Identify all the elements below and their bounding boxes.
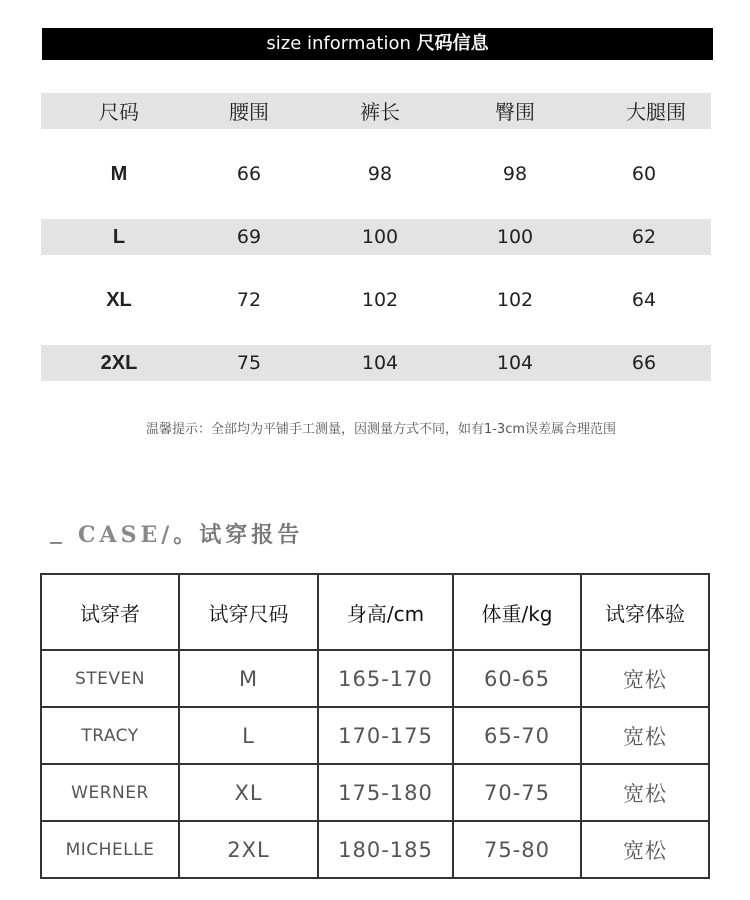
tester-weight: 70-75 (453, 764, 581, 821)
waist-value: 69 (236, 226, 262, 248)
size-label: M (110, 163, 128, 185)
length-value: 102 (361, 289, 399, 311)
fitting-report-table (40, 573, 710, 879)
length-value: 98 (367, 163, 393, 185)
hip-value: 104 (496, 352, 534, 374)
length-value: 104 (361, 352, 399, 374)
size-chart-row (41, 156, 711, 192)
tester-weight: 60-65 (453, 650, 581, 707)
size-chart-table (41, 93, 711, 408)
size-label: 2XL (100, 352, 138, 374)
thigh-value: 64 (631, 289, 657, 311)
size-information-banner (42, 28, 713, 60)
tester-name: MICHELLE (41, 821, 179, 878)
size-chart-header-size: 尺码 (99, 100, 139, 124)
tester-height: 165-170 (318, 650, 453, 707)
size-chart-row (41, 219, 711, 255)
tester-fit: 宽松 (581, 821, 709, 878)
banner-title-en: size information (266, 33, 411, 54)
thigh-value: 62 (631, 226, 657, 248)
tester-size: XL (179, 764, 318, 821)
size-chart-row (41, 345, 711, 381)
fitting-header-experience: 试穿体验 (581, 574, 709, 650)
fitting-row (41, 764, 709, 821)
hip-value: 102 (496, 289, 534, 311)
fitting-header-row (41, 574, 709, 650)
fitting-row (41, 821, 709, 878)
tester-name: STEVEN (41, 650, 179, 707)
tester-height: 170-175 (318, 707, 453, 764)
case-heading-en: CASE/ (78, 522, 174, 548)
tester-fit: 宽松 (581, 764, 709, 821)
tester-height: 175-180 (318, 764, 453, 821)
waist-value: 66 (236, 163, 262, 185)
fitting-header-height: 身高/cm (318, 574, 453, 650)
hip-value: 98 (502, 163, 528, 185)
tester-weight: 65-70 (453, 707, 581, 764)
size-chart-header-hip: 臀围 (495, 100, 535, 124)
case-heading-cn: 。试穿报告 (173, 523, 304, 548)
size-chart-header-thigh: 大腿围 (626, 100, 686, 124)
hip-value: 100 (496, 226, 534, 248)
fitting-header-size: 试穿尺码 (179, 574, 318, 650)
fitting-header-tester: 试穿者 (41, 574, 179, 650)
fitting-header-weight: 体重/kg (453, 574, 581, 650)
tester-size: M (179, 650, 318, 707)
length-value: 100 (361, 226, 399, 248)
measurement-tip: 温馨提示：全部均为平铺手工测量，因测量方式不同，如有1-3cm误差属合理范围 (145, 422, 617, 437)
fitting-row (41, 707, 709, 764)
size-chart-row (41, 282, 711, 318)
tester-weight: 75-80 (453, 821, 581, 878)
size-chart-header-row (41, 93, 711, 129)
size-chart-header-length: 裤长 (360, 100, 400, 124)
waist-value: 75 (236, 352, 262, 374)
thigh-value: 66 (631, 352, 657, 374)
size-chart-header-waist: 腰围 (229, 100, 269, 124)
banner-title-cn: 尺码信息 (416, 33, 489, 54)
waist-value: 72 (236, 289, 262, 311)
size-label: XL (106, 289, 132, 311)
tester-name: WERNER (41, 764, 179, 821)
tester-size: L (179, 707, 318, 764)
tester-fit: 宽松 (581, 650, 709, 707)
tester-height: 180-185 (318, 821, 453, 878)
size-label: L (112, 226, 126, 248)
tester-name: TRACY (41, 707, 179, 764)
heading-dash (50, 542, 62, 544)
fitting-row (41, 650, 709, 707)
tester-size: 2XL (179, 821, 318, 878)
tester-fit: 宽松 (581, 707, 709, 764)
case-section-heading (50, 518, 303, 549)
thigh-value: 60 (631, 163, 657, 185)
